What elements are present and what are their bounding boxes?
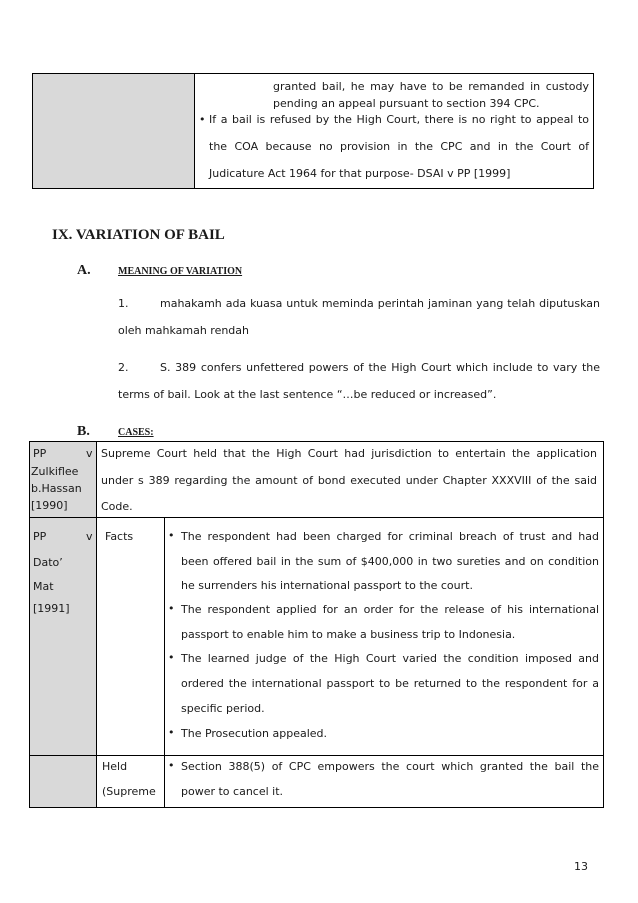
bullet-icon: • — [199, 113, 206, 126]
paragraph-line: oleh mahkamah rendah — [118, 324, 250, 337]
case-text-line: under s 389 regarding the amount of bond executed under Chapter XXXVIII of the said — [101, 474, 597, 487]
case-name: Zulkiflee — [31, 465, 79, 478]
table-text-line: the COA because no provision in the CPC and in the Court of — [209, 140, 589, 153]
table-text-line: Judicature Act 1964 for that purpose- DSAI v PP [1999] — [209, 167, 511, 180]
subsection-title: CASES: — [118, 427, 154, 438]
table-divider — [96, 442, 97, 807]
fact-line: ordered the international passport to be returned to the respondent for a — [181, 677, 599, 690]
held-line: Section 388(5) of CPC empowers the court which granted the bail the — [181, 760, 599, 773]
case-name: Dato’ — [33, 556, 63, 569]
table-empty-cell — [33, 74, 195, 188]
fact-line: The learned judge of the High Court varied the condition imposed and — [181, 652, 599, 665]
case-name: v — [86, 530, 93, 543]
subsection-label: A. — [77, 263, 91, 278]
held-line: power to cancel it. — [181, 785, 284, 798]
list-number: 1. — [118, 297, 129, 310]
paragraph-line: S. 389 confers unfettered powers of the High Court which include to vary the — [160, 361, 600, 374]
paragraph-line: terms of bail. Look at the last sentence “…be reduced or increased”. — [118, 388, 497, 401]
list-number: 2. — [118, 361, 129, 374]
case-name: [1990] — [31, 499, 68, 512]
table-divider — [30, 755, 603, 756]
fact-line: he surrenders his international passport to the court. — [181, 579, 473, 592]
case-name: [1991] — [33, 602, 70, 615]
table-divider — [164, 518, 165, 807]
fact-line: passport to enable him to make a business trip to Indonesia. — [181, 628, 516, 641]
case-name: Mat — [33, 580, 54, 593]
case-name-cell — [30, 756, 96, 807]
facts-label: Facts — [105, 530, 134, 543]
bullet-icon: • — [168, 726, 175, 739]
section-heading: IX. VARIATION OF BAIL — [52, 227, 225, 243]
table-text-line: granted bail, he may have to be remanded in custody — [273, 80, 589, 93]
fact-line: The respondent had been charged for criminal breach of trust and had — [181, 530, 599, 543]
table-divider — [30, 517, 603, 518]
case-text-line: Supreme Court held that the High Court had jurisdiction to entertain the application — [101, 447, 597, 460]
case-name: b.Hassan — [31, 482, 82, 495]
cases-table — [29, 441, 604, 808]
bullet-icon: • — [168, 759, 175, 772]
bullet-icon: • — [168, 529, 175, 542]
fact-line: been offered bail in the sum of $400,000 in two sureties and on condition — [181, 555, 599, 568]
case-name: v — [86, 447, 93, 460]
case-name: PP — [33, 447, 47, 460]
held-label: (Supreme — [102, 785, 156, 798]
case-text-line: Code. — [101, 500, 133, 513]
table-text-line: If a bail is refused by the High Court, there is no right to appeal to — [209, 113, 589, 126]
bullet-icon: • — [168, 602, 175, 615]
top-table — [32, 73, 594, 189]
held-label: Held — [102, 760, 128, 773]
page-number: 13 — [574, 860, 588, 873]
fact-line: The Prosecution appealed. — [181, 727, 328, 740]
case-name: PP — [33, 530, 47, 543]
fact-line: The respondent applied for an order for the release of his international — [181, 603, 599, 616]
table-text-line: pending an appeal pursuant to section 394 CPC. — [273, 97, 540, 110]
paragraph-line: mahakamh ada kuasa untuk meminda perintah jaminan yang telah diputuskan — [160, 297, 600, 310]
subsection-label: B. — [77, 424, 90, 439]
fact-line: specific period. — [181, 702, 265, 715]
bullet-icon: • — [168, 651, 175, 664]
subsection-title: MEANING OF VARIATION — [118, 266, 243, 277]
